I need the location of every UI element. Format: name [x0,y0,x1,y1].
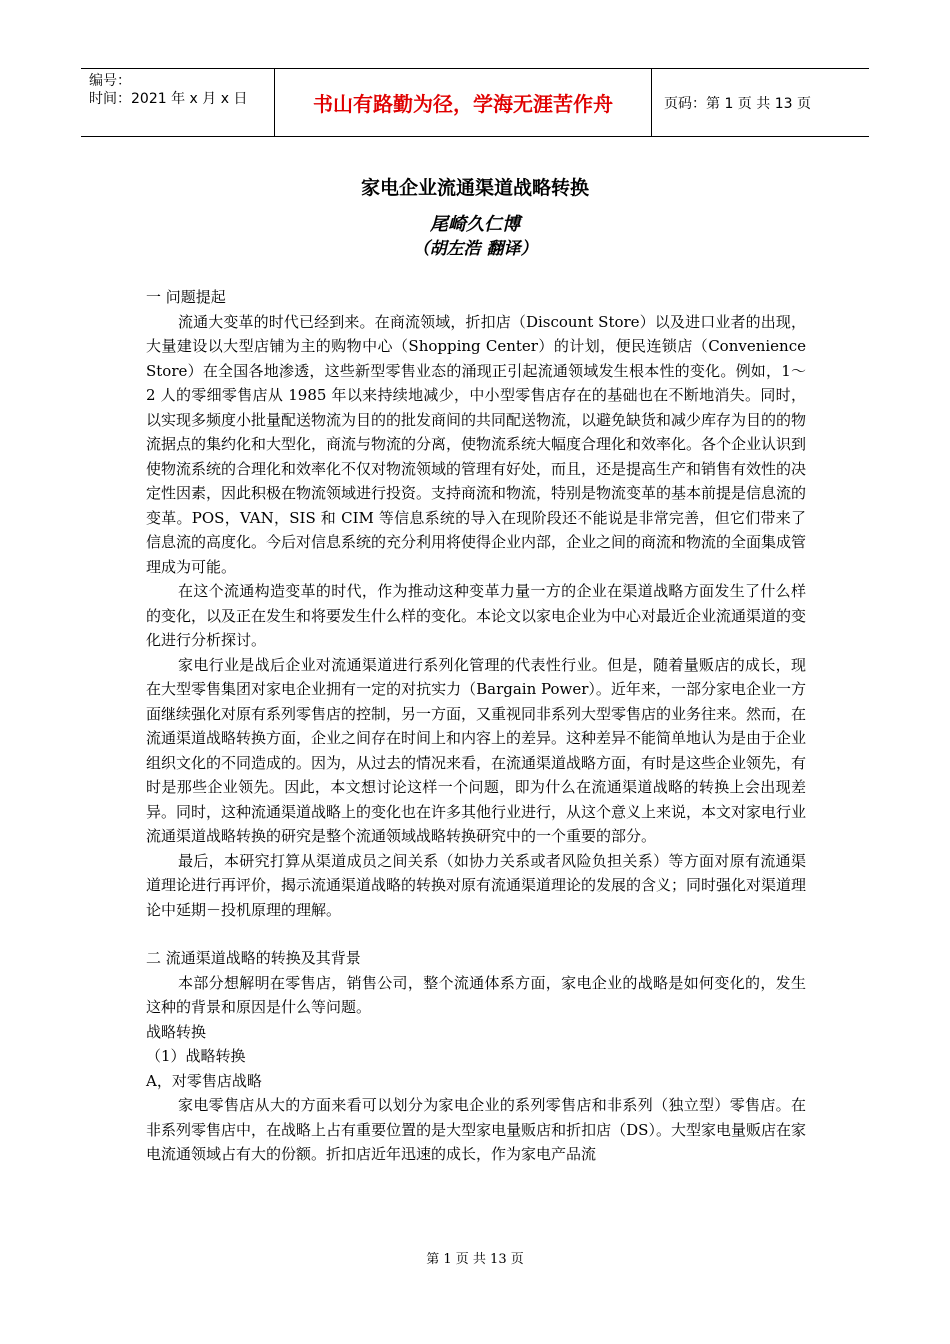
document-body [146,285,806,1167]
page-footer: 第 1 页 共 13 页 [426,1252,524,1267]
header-slogan: 书山有路勤为径，学海无涯苦作舟 [275,69,652,136]
section-1-heading: 一 问题提起 [146,288,226,306]
paragraph-3: 家电行业是战后企业对流通渠道进行系列化管理的代表性行业。但是，随着量贩店的成长，现在大型零售集团对家电企业拥有一定的对抗实力（Bargain Power）。近年来，一部分家电企业一方面继续强化对原有系列零售店的控制，另一方面，又重视同非系列大型零售店的业务往来。然而，在流通渠道战略转换方面，企业之间存在时间上和内容上的差异。这种差异不能简单地认为是由于企业组织文化的不同造成的。因为，从过去的情况来看，在流通渠道战略方面，有时是这些企业领先，有时是那些企业领先。因此，本文想讨论这样一个问题，即为什么在流通渠道战略的转换上会出现差异。同时，这种流通渠道战略上的变化也在许多其他行业进行，从这个意义上来说，本文对家电行业流通渠道战略转换的研究是整个流通领域战略转换研究中的一个重要的部分。 [146,655,807,845]
subheading-retail-strategy: A，对零售店战略 [146,1071,262,1090]
paragraph-5: 本部分想解明在零售店，销售公司，整个流通体系方面，家电企业的战略是如何变化的，发生这种的背景和原因是什么等问题。 [146,973,806,1016]
paragraph-4: 最后，本研究打算从渠道成员之间关系（如协力关系或者风险负担关系）等方面对原有流通渠道理论进行再评价，揭示流通渠道战略的转换对原有流通渠道理论的发展的含义；同时强化对渠道理论中延期－投机原理的理解。 [146,851,807,919]
document-header [81,68,869,137]
document-translator: （胡左浩 翻译） [412,239,538,259]
section-gap [146,922,806,946]
subheading-strategy-1: （1）战略转换 [146,1047,246,1065]
time-label: 时间：2021 年 x 月 x 日 [89,91,248,107]
document-author: 尾崎久仁博 [430,214,520,235]
paragraph-6: 家电零售店从大的方面来看可以划分为家电企业的系列零售店和非系列（独立型）零售店。在非系列零售店中，在战略上占有重要位置的是大型家电量贩店和折扣店（DS）。大型家电量贩店在家电流通领域占有大的份额。折扣店近年迅速的成长，作为家电产品流 [146,1096,806,1163]
document-title: 家电企业流通渠道战略转换 [360,177,589,199]
paragraph-2: 在这个流通构造变革的时代，作为推动这种变革力量一方的企业在渠道战略方面发生了什么样的变化，以及正在发生和将要发生什么样的变化。本论文以家电企业为中心对最近企业流通渠道的变化进行分析探讨。 [146,582,807,649]
section-2-heading: 二 流通渠道战略的转换及其背景 [146,949,361,967]
number-label: 编号： [89,73,131,89]
subheading-strategy: 战略转换 [146,1022,207,1041]
header-meta [81,69,275,136]
header-page-info: 页码：第 1 页 共 13 页 [664,95,811,112]
paragraph-1: 流通大变革的时代已经到来。在商流领域，折扣店（Discount Store）以及进口业者的出现，大量建设以大型店铺为主的购物中心（Shopping Center）的计划，便民连锁店（Convenience Store）在全国各地渗透，这些新型零售业态的涌现正引起流通领域发生根本性的变化。例如，1～2 人的零细零售店从 1985 年以来持续地减少，中小型零售店存在的基础也在不断地消失。同时，以实现多频度小批量配送物流为目的的批发商间的共同配送物流，以避免缺货和减少库存为目的的物流据点的集约化和大型化，商流与物流的分离，使物流系统大幅度合理化和效率化。各个企业认识到使物流系统的合理化和效率化不仅对物流领域的管理有好处，而且，还是提高生产和销售有效性的决定性因素，因此积极在物流领域进行投资。支持商流和物流，特别是物流变革的基本前提是信息流的变革。POS，VAN，SIS 和 CIM 等信息系统的导入在现阶段还不能说是非常完善，但它们带来了信息流的高度化。今后对信息系统的充分利用将使得企业内部，企业之间的商流和物流的全面集成管理成为可能。 [146,312,807,576]
